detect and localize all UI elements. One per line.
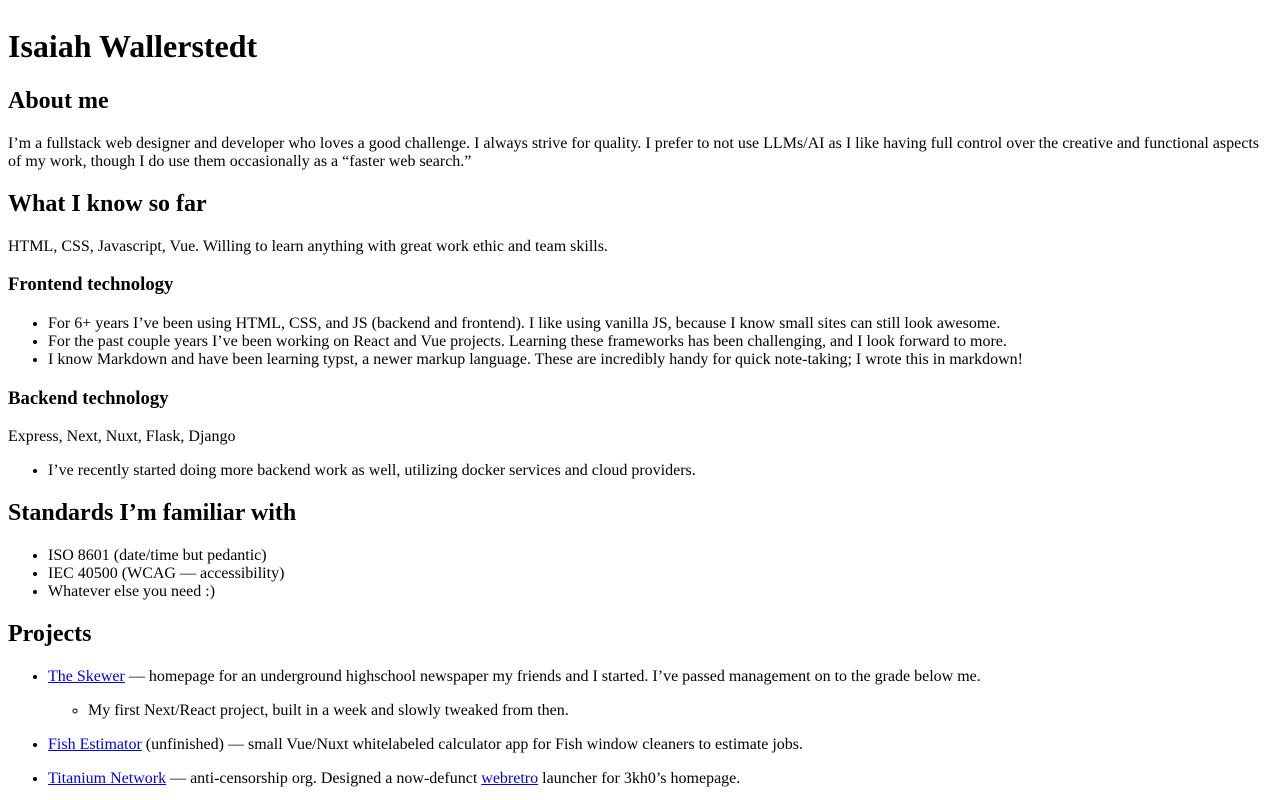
skewer-description: — homepage for an underground highschool newspaper my friends and I started. I’ve passed management on to the grade below me. bbox=[124, 668, 981, 685]
titanium-description-after: launcher for 3kh0’s homepage. bbox=[538, 770, 741, 787]
fish-estimator-link[interactable]: Fish Estimator bbox=[48, 736, 142, 753]
project-item-titanium bbox=[48, 770, 1272, 788]
list-item: • For the past couple years I’ve been working on React and Vue projects. Learning these frameworks has been challenging, and I look forward to more. bbox=[48, 333, 1272, 351]
project-item-skewer bbox=[48, 668, 1272, 686]
projects-list-cont bbox=[8, 736, 1272, 754]
titanium-description-before: — anti-censorship org. Designed a now-defunct bbox=[166, 770, 482, 787]
project-item-fish bbox=[48, 736, 1272, 754]
skewer-sublist bbox=[8, 702, 1272, 720]
list-item: • ISO 8601 (date/time but pedantic) bbox=[48, 547, 1272, 565]
standards-heading: Standards I’m familiar with bbox=[8, 500, 297, 526]
frontend-heading: Frontend technology bbox=[8, 274, 174, 295]
know-text: HTML, CSS, Javascript, Vue. Willing to learn anything with great work ethic and team skills. bbox=[8, 238, 608, 255]
list-item: • I’ve recently started doing more backend work as well, utilizing docker services and cloud providers. bbox=[48, 462, 1272, 480]
know-heading: What I know so far bbox=[8, 191, 207, 217]
projects-heading: Projects bbox=[8, 621, 92, 647]
fish-description: (unfinished) — small Vue/Nuxt whitelabeled calculator app for Fish window cleaners to estimate jobs. bbox=[141, 736, 804, 753]
list-item: • I know Markdown and have been learning typst, a newer markup language. These are incredibly handy for quick note-taking; I wrote this in markdown! bbox=[48, 351, 1272, 369]
list-item: • For 6+ years I’ve been using HTML, CSS, and JS (backend and frontend). I like using vanilla JS, because I know small sites can still look awesome. bbox=[48, 315, 1272, 333]
backend-list bbox=[8, 462, 1272, 480]
skewer-link[interactable]: The Skewer bbox=[48, 668, 125, 685]
list-item: ◦ My first Next/React project, built in a week and slowly tweaked from then. bbox=[88, 702, 1272, 720]
projects-list bbox=[8, 668, 1272, 686]
backend-heading: Backend technology bbox=[8, 388, 169, 409]
projects-list-cont2 bbox=[8, 770, 1272, 788]
webretro-link[interactable]: webretro bbox=[481, 770, 539, 787]
titanium-network-link[interactable]: Titanium Network bbox=[48, 770, 167, 787]
standards-list bbox=[8, 547, 1272, 601]
list-item: • Whatever else you need :) bbox=[48, 583, 1272, 601]
about-text: I’m a fullstack web designer and developer who loves a good challenge. I always strive for quality. I prefer to not use LLMs/AI as I like having full control over the creative and functional aspects of my work, though I do use them occasionally as a “faster web search.” bbox=[8, 135, 1259, 170]
page-title: Isaiah Wallerstedt bbox=[8, 28, 258, 64]
backend-text: Express, Next, Nuxt, Flask, Django bbox=[8, 428, 236, 445]
list-item: • IEC 40500 (WCAG — accessibility) bbox=[48, 565, 1272, 583]
frontend-list bbox=[8, 315, 1272, 369]
about-heading: About me bbox=[8, 88, 109, 114]
